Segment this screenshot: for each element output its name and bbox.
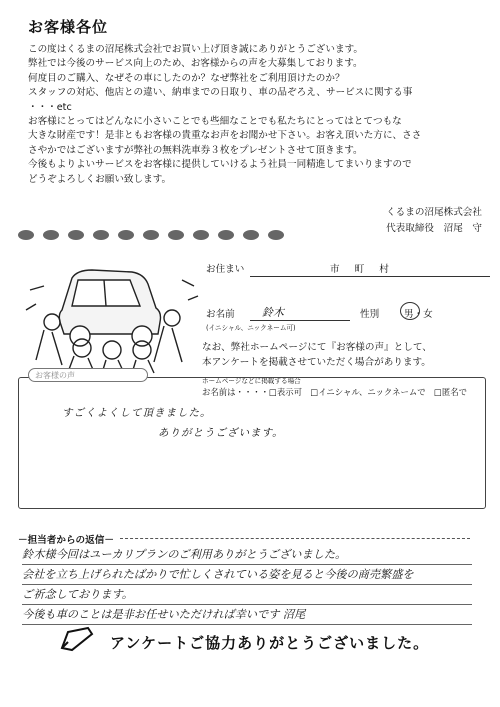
reply-line: ご祈念しております。 [22,585,472,605]
pencil-icon [58,624,98,652]
reply-heading: －担当者からの返信－ [18,535,114,546]
notice-line: 本アンケートを掲載させていただく場合があります。 [202,357,431,368]
name-value: 鈴木 [262,306,284,319]
intro-line: ・・・etc [28,101,72,113]
intro-text [28,43,488,187]
intro-line: どうぞよろしくお願い致します。 [28,173,172,185]
intro-line: 大きな財産です！是非ともお客様の貴重なお声をお聞かせ下さい。お客え頂いた方に、ささ [28,130,422,142]
reply-line: 今後も車のことは是非お任せいただければ幸いです 沼尾 [22,605,472,625]
intro-line: 今後もよりよいサービスをお客様に提供していけるよう社員一同精進してまいりますので [28,159,412,171]
intro-line: 弊社では今後のサービス向上のため、お客様からの声を大募集しております。 [28,58,363,70]
intro-line: お客様にとってはどんなに小さいことでも些細なことでも私たちにとってはとてつもな [28,116,402,128]
comment-line: ありがとうございます。 [158,427,284,439]
page-title: お客様各位 [28,18,109,36]
reply-line: 鈴木様今回はユーカリプランのご利用ありがとうございました。 [22,545,472,565]
name-note: (イニシャル、ニックネーム可) [206,324,296,332]
thanks-message: アンケートご協力ありがとうございました。 [110,634,430,652]
reply-line: 会社を立ち上げられたばかりで忙しくされている姿を見ると今後の商売繁盛を [22,565,472,585]
intro-line: さやかではございますが弊社の無料洗車券３枚をプレゼントさせて頂きます。 [28,144,363,156]
intro-line: 何度目のご購入、なぜその車にしたのか？なぜ弊社をご利用頂けたのか？ [28,72,345,84]
reply-text [22,545,472,625]
comment-tab: お客様の声 [28,368,148,382]
name-field[interactable] [250,304,350,321]
company-representative: 代表取締役 沼尾 守 [386,223,482,234]
gender-options[interactable]: 男・女 [404,309,433,320]
address-label: お住まい [206,264,245,275]
notice-line: なお、弊社ホームページにて『お客様の声』として、 [202,342,432,353]
consent-label: ホームページなどに掲載する場合 [202,377,301,385]
gender-selected-circle [400,302,420,320]
car-illustration [22,250,200,375]
reply-divider [120,538,470,539]
display-options[interactable]: お名前は・・・・□表示可 □イニシャル、ニックネームで □匿名で [202,387,468,397]
notice-text [202,340,432,370]
comment-line: すごくよくして頂きました。 [62,407,212,419]
decorative-dots [18,225,318,247]
gender-label: 性別 [360,309,380,320]
name-label: お名前 [206,309,235,320]
company-name: くるまの沼尾株式会社 [386,207,482,218]
address-suffix: 市 町 村 [330,264,395,275]
comment-box[interactable] [18,377,486,509]
intro-line: この度はくるまの沼尾株式会社でお買い上げ頂き誠にありがとうございます。 [28,44,364,55]
intro-line: スタッフの対応、他店との違い、納車までの日取り、車の品ぞろえ、サービスに関する事 [28,87,413,99]
